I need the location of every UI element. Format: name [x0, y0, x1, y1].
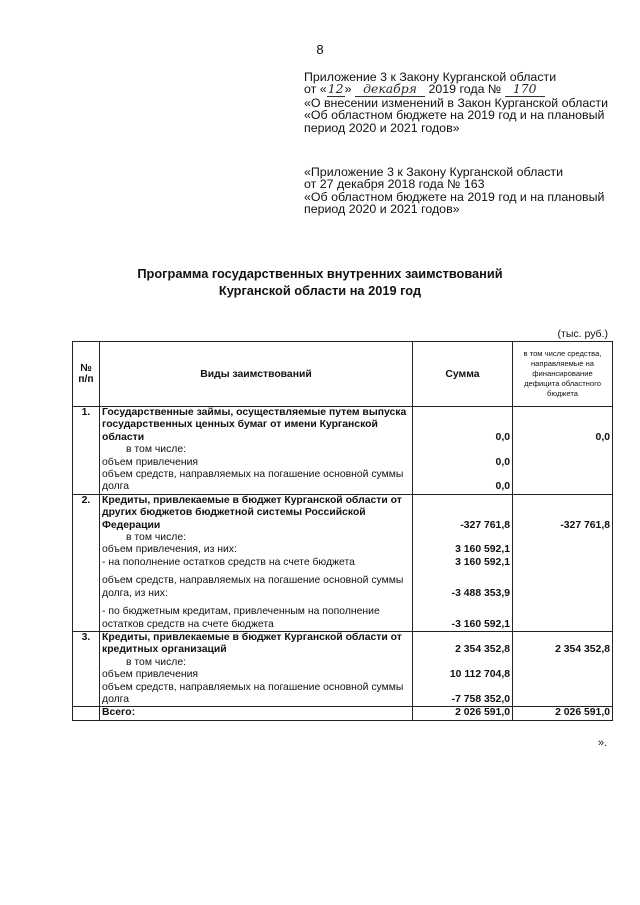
total-num-cell: [73, 707, 100, 720]
section-sums: [413, 407, 513, 495]
section-number: 3.: [73, 631, 100, 706]
item-label: объем привлечения: [102, 456, 199, 468]
including-label: в том числе:: [126, 444, 186, 456]
item-label: долга: [102, 481, 130, 493]
header2-line-1: «Приложение 3 к Закону Курганской области: [304, 165, 564, 179]
item-label: остатков средств на счете бюджета: [102, 618, 274, 630]
including-label: в том числе:: [126, 656, 186, 668]
header-num: № п/п: [73, 342, 100, 407]
section-number: 2.: [73, 494, 100, 631]
appendix-header: [304, 71, 624, 134]
section-title-line: Кредиты, привлекаемые в бюджет Курганской области от: [102, 631, 402, 643]
table-header-row: [73, 342, 613, 407]
header2-line-4: период 2020 и 2021 годов»: [304, 202, 460, 217]
section-deficit: [513, 494, 613, 631]
total-label: Всего:: [100, 707, 413, 720]
section-deficit-value: -327 761,8: [560, 519, 610, 531]
item-sum: -3 160 592,1: [451, 618, 510, 630]
section-title-line: кредитных организаций: [102, 644, 227, 656]
section-title-line: Федерации: [102, 519, 161, 531]
header-open-quote: «: [319, 82, 327, 97]
including-label: в том числе:: [126, 532, 186, 544]
section-title-line: других бюджетов бюджетной системы Российской: [102, 507, 366, 519]
header2-line-3: «Об областном бюджете на 2019 год и на плановый: [304, 189, 605, 204]
total-row: [73, 707, 613, 720]
item-label: долга: [102, 693, 130, 705]
table-row: [73, 494, 613, 631]
item-label: объем привлечения: [102, 669, 199, 681]
section-sum: 2 354 352,8: [455, 644, 510, 656]
section-title-line: области: [102, 431, 145, 443]
section-description: [100, 407, 413, 495]
section-description: [100, 631, 413, 706]
item-label: - по бюджетным кредитам, привлеченным на пополнение: [102, 606, 380, 618]
closing-quote-mark: ».: [598, 737, 608, 749]
section-sum: 0,0: [495, 431, 510, 443]
header-line-3: «О внесении изменений в Закон Курганской области: [304, 95, 609, 110]
header-deficit: в том числе средства, направляемые на финансирование дефицита областного бюджета: [513, 342, 613, 407]
section-title-line: Государственные займы, осуществляемые путем выпуска: [102, 407, 407, 418]
item-label: объем привлечения, из них:: [102, 544, 237, 556]
handwritten-month: декабря: [355, 83, 425, 96]
item-label: объем средств, направляемых на погашение основной суммы: [102, 469, 404, 481]
section-deficit: [513, 407, 613, 495]
section-sum: -327 761,8: [460, 519, 510, 531]
header-line-2: [304, 83, 624, 96]
header-line-5: период 2020 и 2021 годов»: [304, 120, 460, 135]
header-sum: Сумма: [413, 342, 513, 407]
total-deficit: 2 026 591,0: [513, 707, 613, 720]
section-title-line: государственных ценных бумаг от имени Курганской: [102, 419, 378, 431]
section-sums: [413, 631, 513, 706]
section-deficit-value: 0,0: [595, 431, 610, 443]
table-row: [73, 407, 613, 495]
item-sum: -7 758 352,0: [451, 693, 510, 705]
total-section: [73, 707, 613, 720]
header-type: Виды заимствований: [100, 342, 413, 407]
section-2: [73, 494, 613, 631]
section-description: [100, 494, 413, 631]
header-from: от: [304, 82, 317, 97]
header-line-1: Приложение 3 к Закону Курганской области: [304, 70, 557, 84]
document-title: [0, 265, 640, 299]
original-appendix-header: [304, 166, 624, 216]
title-line-2: Курганской области на 2019 год: [218, 283, 422, 298]
item-label: - на пополнение остатков средств на счете бюджета: [102, 556, 355, 568]
total-sum: 2 026 591,0: [413, 707, 513, 720]
section-deficit-value: 2 354 352,8: [555, 644, 610, 656]
section-number: 1.: [73, 407, 100, 495]
borrowing-table: [72, 341, 613, 721]
item-sum: 3 160 592,1: [455, 556, 510, 568]
header2-line-2: от 27 декабря 2018 года № 163: [304, 177, 485, 192]
item-sum: -3 488 353,9: [451, 587, 510, 599]
header-close-quote: »: [344, 82, 352, 97]
header-line-4: «Об областном бюджете на 2019 год и на плановый: [304, 108, 605, 123]
page-number: 8: [316, 42, 324, 57]
section-title-line: Кредиты, привлекаемые в бюджет Курганской области от: [102, 494, 402, 506]
section-sums: [413, 494, 513, 631]
item-sum: 0,0: [495, 481, 510, 493]
title-line-1: Программа государственных внутренних заимствований: [137, 266, 503, 281]
item-sum: 10 112 704,8: [449, 669, 510, 681]
handwritten-day: 12: [327, 81, 344, 97]
units-label: (тыс. руб.): [557, 328, 608, 340]
section-deficit: [513, 631, 613, 706]
section-1: [73, 407, 613, 495]
header-year: 2019 года №: [428, 82, 502, 97]
handwritten-law-number: 170: [505, 83, 545, 96]
item-label: долга, из них:: [102, 587, 168, 599]
item-label: объем средств, направляемых на погашение основной суммы: [102, 575, 404, 587]
item-sum: 3 160 592,1: [455, 544, 510, 556]
item-sum: 0,0: [495, 456, 510, 468]
table-row: [73, 631, 613, 706]
item-label: объем средств, направляемых на погашение основной суммы: [102, 681, 404, 693]
section-3: [73, 631, 613, 706]
